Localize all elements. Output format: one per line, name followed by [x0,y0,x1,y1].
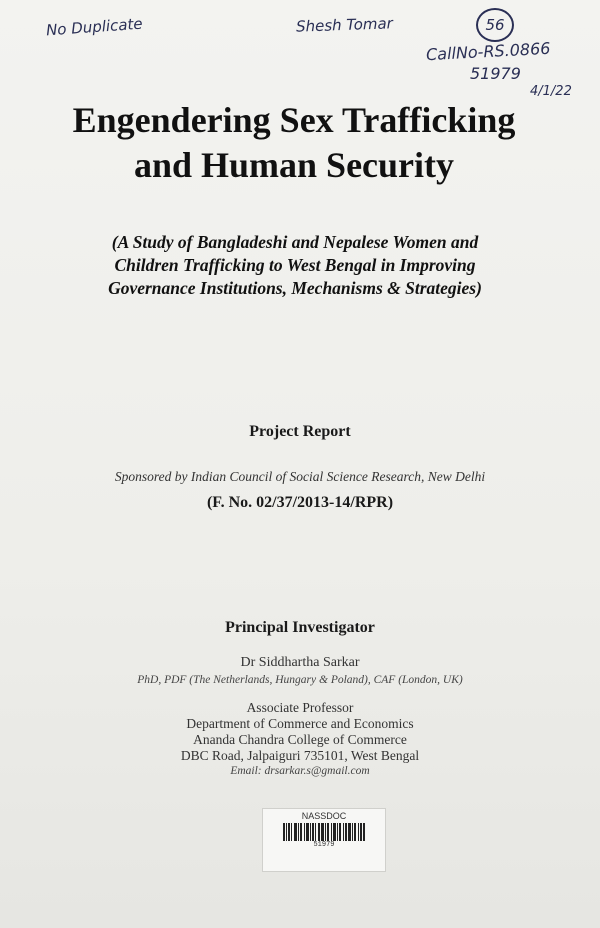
investigator-qualifications: PhD, PDF (The Netherlands, Hungary & Poland), CAF (London, UK) [137,674,463,686]
investigator-email: Email: drsarkar.s@gmail.com [230,765,370,777]
file-number: (F. No. 02/37/2013-14/RPR) [206,494,394,511]
principal-investigator-heading: Principal Investigator [225,619,375,636]
barcode-label: NASSDOC [301,811,347,821]
handwritten-accession: 51979 [470,64,521,83]
report-title-line-2: and Human Security [133,145,455,185]
report-subtitle-line-1: (A Study of Bangladeshi and Nepalese Women and [111,232,479,252]
report-subtitle-line-2: Children Trafficking to West Bengal in Improving [114,255,476,275]
investigator-address: DBC Road, Jalpaiguri 735101, West Bengal [180,748,420,763]
library-barcode-sticker [262,808,386,872]
barcode-number: 51979 [313,841,335,849]
report-subtitle-line-3: Governance Institutions, Mechanisms & Strategies) [108,278,482,298]
handwritten-no-duplicate: No Duplicate [45,14,144,40]
barcode-icon [283,823,365,841]
report-title-line-1: Engendering Sex Trafficking [72,100,516,140]
investigator-designation: Associate Professor [246,700,354,715]
handwritten-call-number: CallNo-RS.0866 [425,38,551,65]
investigator-name: Dr Siddhartha Sarkar [240,655,360,670]
sponsor-line: Sponsored by Indian Council of Social Science Research, New Delhi [114,469,486,484]
investigator-college: Ananda Chandra College of Commerce [193,732,407,747]
project-report-label: Project Report [249,423,351,440]
handwritten-circled-number [476,8,514,42]
investigator-department: Department of Commerce and Economics [186,716,414,731]
handwritten-date: 4/1/22 [530,84,572,99]
handwritten-name: Shesh Tomar [295,14,394,36]
circled-number-text: 56 [485,16,505,34]
